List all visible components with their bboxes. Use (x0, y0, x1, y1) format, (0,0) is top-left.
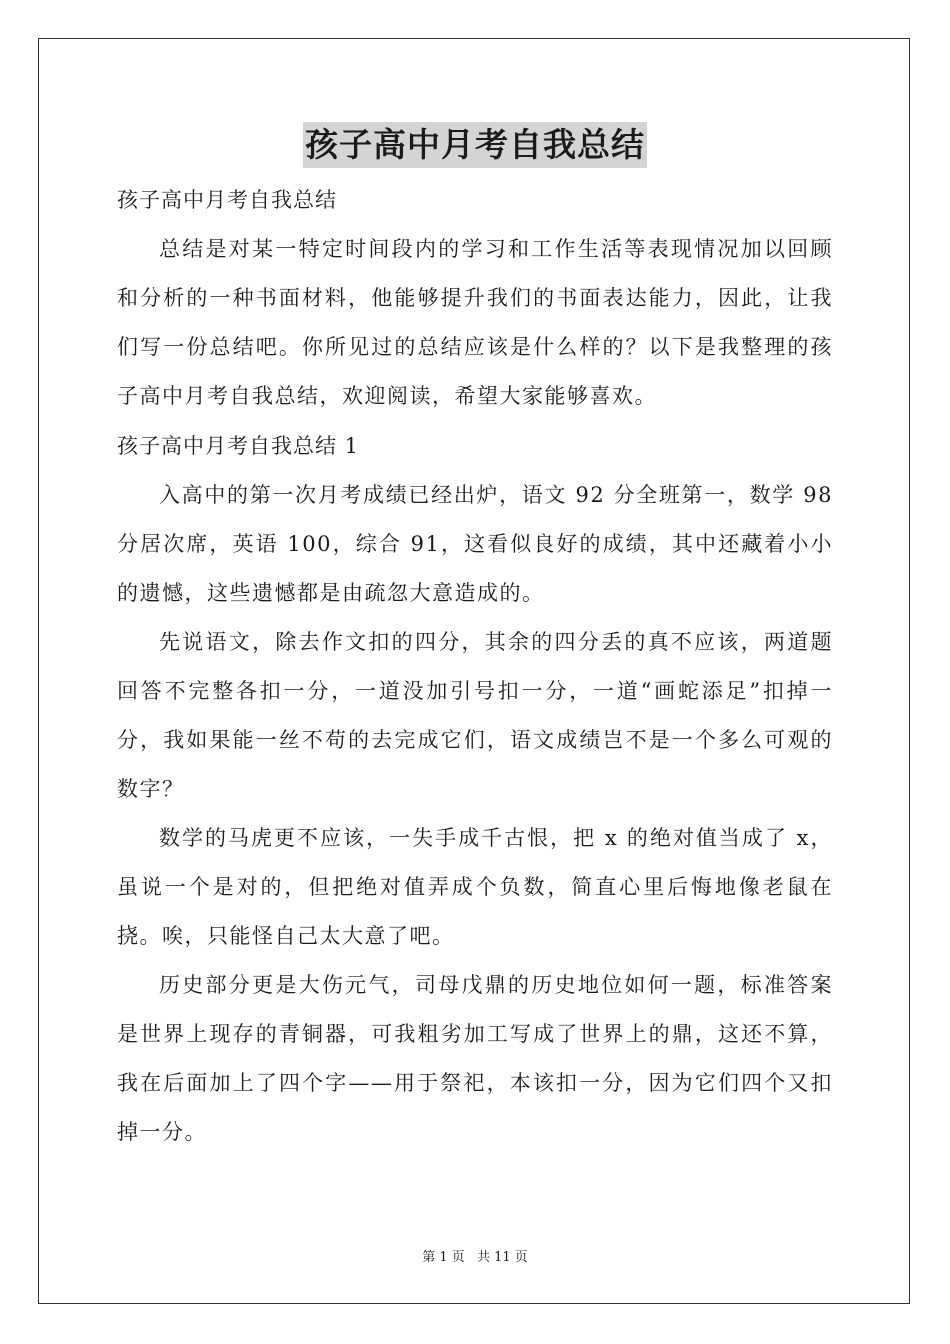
document-subtitle: 孩子高中月考自我总结 (117, 188, 337, 212)
body-paragraph: 先说语文，除去作文扣的四分，其余的四分丢的真不应该，两道题回答不完整各扣一分，一道没加引号扣一分，一道“画蛇添足”扣掉一分，我如果能一丝不苟的去完成它们，语文成绩岂不是一个多么可观的数字？ (117, 630, 833, 801)
title-container (0, 122, 950, 168)
page-total: 共 11 页 (476, 1250, 528, 1265)
intro-paragraph: 总结是对某一特定时间段内的学习和工作生活等表现情况加以回顾和分析的一种书面材料，他能够提升我们的书面表达能力，因此，让我们写一份总结吧。你所见过的总结应该是什么样的？以下是我整理的孩子高中月考自我总结，欢迎阅读，希望大家能够喜欢。 (117, 237, 833, 408)
page-footer (0, 1246, 950, 1265)
body-paragraph: 历史部分更是大伤元气，司母戊鼎的历史地位如何一题，标准答案是世界上现存的青铜器，可我粗劣加工写成了世界上的鼎，这还不算，我在后面加上了四个字——用于祭祀，本该扣一分，因为它们四个又扣掉一分。 (117, 973, 833, 1144)
document-title: 孩子高中月考自我总结 (303, 122, 647, 168)
document-body (117, 175, 833, 1157)
body-paragraph: 入高中的第一次月考成绩已经出炉，语文 92 分全班第一，数学 98 分居次席，英语 100，综合 91，这看似良好的成绩，其中还藏着小小的遗憾，这些遗憾都是由疏忽大意造成的。 (117, 483, 833, 605)
section-heading: 孩子高中月考自我总结 1 (117, 434, 360, 458)
page-number: 第 1 页 (422, 1250, 465, 1265)
body-paragraph: 数学的马虎更不应该，一失手成千古恨，把 x 的绝对值当成了 x，虽说一个是对的，但把绝对值弄成个负数，简直心里后悔地像老鼠在挠。唉，只能怪自己太大意了吧。 (117, 826, 833, 948)
